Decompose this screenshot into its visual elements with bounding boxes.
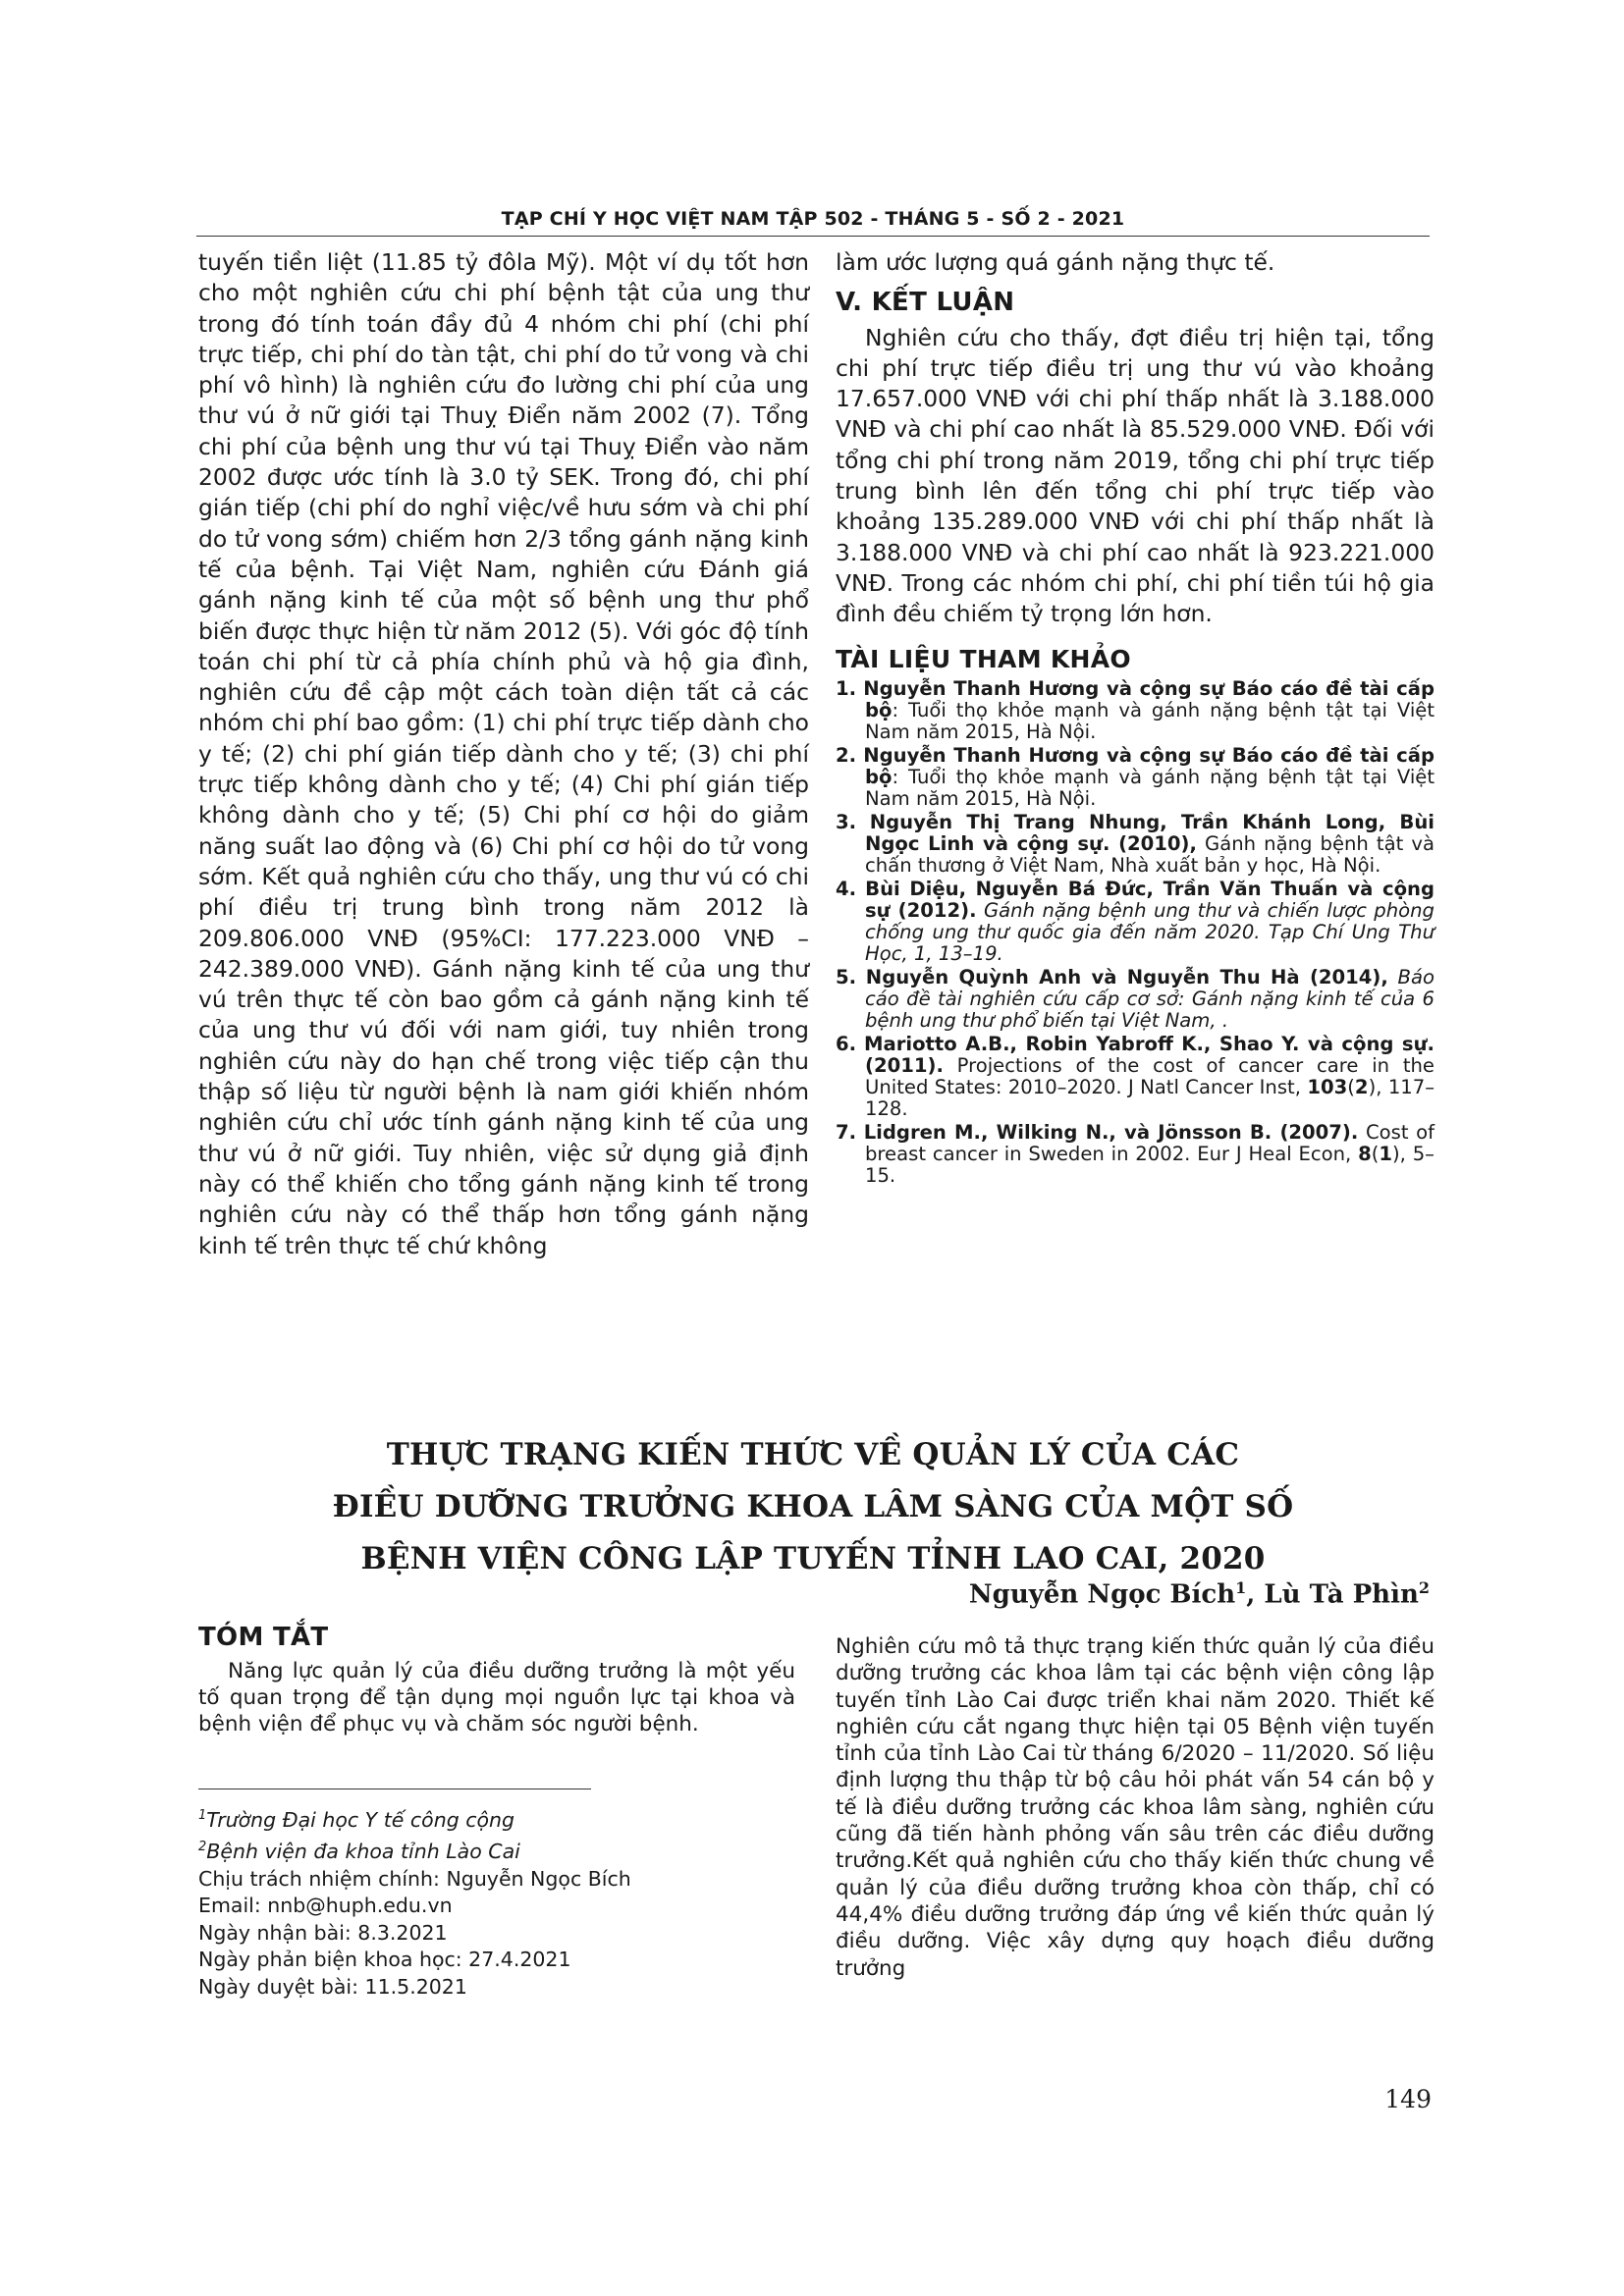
conclusion-text: Nghiên cứu cho thấy, đợt điều trị hiện tại, tổng chi phí trực tiếp điều trị ung thư vú vào khoảng 17.657.000 VNĐ với chi phí thấp nhất là 3.188.000 VNĐ và chi phí cao nhất là 85.529.000 VNĐ. Đối với tổng chi phí trong năm 2019, tổng chi phí trực tiếp trung bình lên đến tổng chi phí trực tiếp vào khoảng 135.289.000 VNĐ với chi phí thấp nhất là 3.188.000 VNĐ và chi phí cao nhất là 923.221.000 VNĐ. Trong các nhóm chi phí, chi phí tiền túi hộ gia đình đều chiếm tỷ trọng lớn hơn.: [836, 323, 1435, 628]
footnotes: [198, 1802, 787, 2001]
abstract-heading: TÓM TẮT: [198, 1623, 329, 1652]
reference-item: 2. Nguyễn Thanh Hương và cộng sự Báo cáo đề tài cấp bộ: Tuổi thọ khỏe mạnh và gánh nặng bệnh tật tại Việt Nam năm 2015, Hà Nội.: [836, 743, 1435, 810]
header-rule: [196, 236, 1430, 237]
reference-list: [836, 678, 1435, 1187]
reference-item: 5. Nguyễn Quỳnh Anh và Nguyễn Thu Hà (2014), Báo cáo đề tài nghiên cứu cấp cơ sở: Gánh nặng kinh tế của 6 bệnh ung thư phổ biến tại Việt Nam, .: [836, 965, 1435, 1032]
references-heading: TÀI LIỆU THAM KHẢO: [836, 644, 1131, 673]
body-paragraph: tuyến tiền liệt (11.85 tỷ đôla Mỹ). Một ví dụ tốt hơn cho một nghiên cứu chi phí bệnh tật của ung thư trong đó tính toán đầy đủ 4 nhóm chi phí (chi phí trực tiếp, chi phí do tàn tật, chi phí do tử vong và chi phí vô hình) là nghiên cứu đo lường chi phí của ung thư vú ở nữ giới tại Thuỵ Điển năm 2002 (7). Tổng chi phí của bệnh ung thư vú tại Thuỵ Điển vào năm 2002 được ước tính là 3.0 tỷ SEK. Trong đó, chi phí gián tiếp (chi phí do nghỉ việc/về hưu sớm và chi phí do tử vong sớm) chiếm hơn 2/3 tổng gánh nặng kinh tế của bệnh. Tại Việt Nam, nghiên cứu Đánh giá gánh nặng kinh tế của một số bệnh ung thư phổ biến được thực hiện từ năm 2012 (5). Với góc độ tính toán chi phí từ cả phía chính phủ và hộ gia đình, nghiên cứu đề cập một cách toàn diện tất cả các nhóm chi phí bao gồm: (1) chi phí trực tiếp dành cho y tế; (2) chi phí gián tiếp dành cho y tế; (3) chi phí trực tiếp không dành cho y tế; (4) Chi phí gián tiếp không dành cho y tế; (5) Chi phí cơ hội do giảm năng suất lao động và (6) Chi phí cơ hội do tử vong sớm. Kết quả nghiên cứu cho thấy, ung thư vú có chi phí điều trị trung bình trong năm 2012 là 209.806.000 VNĐ (95%CI: 177.223.000 VNĐ – 242.389.000 VNĐ). Gánh nặng kinh tế của ung thư vú trên thực tế còn bao gồm cả gánh nặng kinh tế của ung thư vú đối với nam giới, tuy nhiên trong nghiên cứu này do hạn chế trong việc tiếp cận thu thập số liệu từ người bệnh là nam giới khiến nhóm nghiên cứu chỉ ước tính gánh nặng kinh tế của ung thư vú ở nữ giới. Tuy nhiên, việc sử dụng giả định này có thể khiến cho tổng gánh nặng kinh tế trong nghiên cứu này có thể thấp hơn tổng gánh nặng kinh tế trên thực tế chứ không: [198, 248, 809, 1259]
running-header: TẠP CHÍ Y HỌC VIỆT NAM TẬP 502 - THÁNG 5 - SỐ 2 - 2021: [501, 208, 1125, 230]
author-line: Nguyễn Ngọc Bích$^1$, Lù Tà Phìn$^2$: [968, 1578, 1430, 1610]
title-line: ĐIỀU DƯỠNG TRƯỞNG KHOA LÂM SÀNG CỦA MỘT SỐ: [332, 1489, 1294, 1524]
affiliation-2: $^2$Bệnh viện đa khoa tỉnh Lào Cai: [198, 1840, 520, 1864]
date-received: Ngày nhận bài: 8.3.2021: [198, 1920, 448, 1945]
right-column: [836, 247, 1435, 1189]
left-column: [198, 247, 809, 1261]
date-reviewed: Ngày phản biện khoa học: 27.4.2021: [198, 1948, 571, 1972]
title-line: THỰC TRẠNG KIẾN THỨC VỀ QUẢN LÝ CỦA CÁC: [386, 1437, 1240, 1472]
date-approved: Ngày duyệt bài: 11.5.2021: [198, 1974, 467, 1999]
article-title: [196, 1429, 1430, 1585]
abstract-right: Nghiên cứu mô tả thực trạng kiến thức quản lý của điều dưỡng trưởng các khoa lâm tại các bệnh viện công lập tuyến tỉnh Lào Cai được triển khai năm 2020. Thiết kế nghiên cứu cắt ngang thực hiện tại 05 Bệnh viện tuyến tỉnh của tỉnh Lào Cai từ tháng 6/2020 – 11/2020. Số liệu định lượng thu thập từ bộ câu hỏi phát vấn 54 cán bộ y tế là điều dưỡng trưởng các khoa lâm sàng, nghiên cứu cũng đã tiến hành phỏng vấn sâu trên các điều dưỡng trưởng.Kết quả nghiên cứu cho thấy kiến thức chung về quản lý của điều dưỡng trưởng khoa còn thấp, chỉ có 44,4% điều dưỡng trưởng đáp ứng về kiến thức quản lý điều dưỡng. Việc xây dựng quy hoạch điều dưỡng trưởng: [836, 1634, 1435, 1981]
affiliation-1: $^1$Trường Đại học Y tế công cộng: [198, 1807, 515, 1832]
page-number: 149: [1384, 2085, 1432, 2113]
continuation-text: làm ước lượng quá gánh nặng thực tế.: [836, 248, 1275, 276]
reference-item: 4. Bùi Diệu, Nguyễn Bá Đức, Trần Văn Thuấn và cộng sự (2012). Gánh nặng bệnh ung thư và chiến lược phòng chống ung thư quốc gia đến năm 2020. Tạp Chí Ung Thư Học, 1, 13–19.: [836, 877, 1435, 965]
abstract-left: [198, 1623, 795, 1737]
abstract-text: Năng lực quản lý của điều dưỡng trưởng là một yếu tố quan trọng để tận dụng mọi nguồn lực tại khoa và bệnh viện để phục vụ và chăm sóc người bệnh.: [198, 1659, 795, 1736]
conclusion-heading: V. KẾT LUẬN: [836, 288, 1015, 318]
corresponding-author: Chịu trách nhiệm chính: Nguyễn Ngọc Bích: [198, 1866, 631, 1891]
reference-item: 1. Nguyễn Thanh Hương và cộng sự Báo cáo đề tài cấp bộ: Tuổi thọ khỏe mạnh và gánh nặng bệnh tật tại Việt Nam năm 2015, Hà Nội.: [836, 676, 1435, 743]
reference-item: 7. Lidgren M., Wilking N., và Jönsson B. (2007). Cost of breast cancer in Sweden in 2002. Eur J Heal Econ, 8(1), 5–15.: [836, 1120, 1435, 1187]
reference-item: 3. Nguyễn Thị Trang Nhung, Trần Khánh Long, Bùi Ngọc Linh và cộng sự. (2010), Gánh nặng bệnh tật và chấn thương ở Việt Nam, Nhà xuất bản y học, Hà Nội.: [836, 810, 1435, 877]
title-line: BỆNH VIỆN CÔNG LẬP TUYẾN TỈNH LAO CAI, 2020: [360, 1541, 1266, 1576]
reference-item: 6. Mariotto A.B., Robin Yabroff K., Shao Y. và cộng sự. (2011). Projections of the cost of cancer care in the United States: 2010–2020. J Natl Cancer Inst, 103(2), 117–128.: [836, 1032, 1435, 1120]
email: Email: nnb@huph.edu.vn: [198, 1894, 453, 1918]
